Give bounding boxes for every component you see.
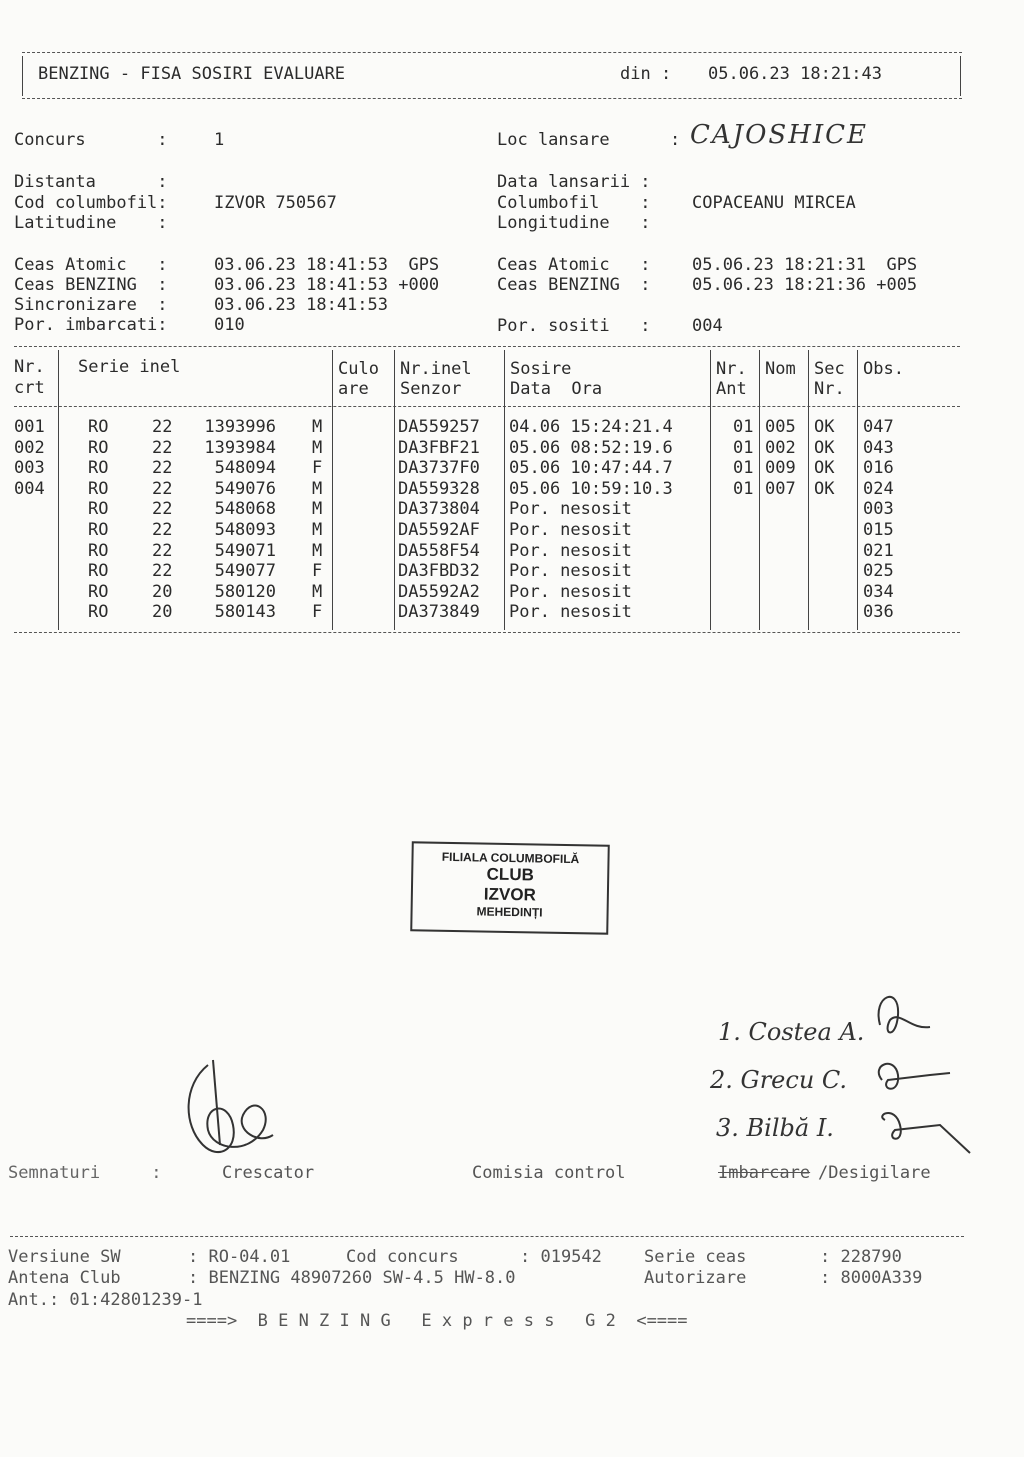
crescator-signature [178, 1055, 288, 1170]
table-cell-senzor: DA5592A2 [398, 581, 480, 602]
table-cell-sex: M [312, 581, 323, 602]
table-cell-sex: M [312, 540, 323, 561]
table-cell-country: RO [88, 581, 109, 602]
table-cell-senzor: DA373849 [398, 602, 480, 623]
table-header-border [14, 406, 960, 407]
table-cell-nom: 002 [765, 437, 796, 458]
table-cell-senzor: DA373804 [398, 499, 480, 520]
serie-ceas-label: Serie ceas [644, 1247, 747, 1267]
table-cell-sosire: 05.06 10:47:44.7 [509, 458, 673, 479]
table-cell-sex: M [312, 437, 323, 458]
table-cell-country: RO [88, 540, 109, 561]
committee-signatures-scribble [870, 985, 980, 1165]
header-left-border [22, 56, 23, 96]
por-sositi-label: Por. sositi : [497, 316, 651, 336]
table-cell-ring: 548068 [214, 499, 276, 520]
table-cell-country: RO [88, 561, 109, 582]
table-cell-year: 22 [152, 478, 173, 499]
table-cell-sosire: Por. nesosit [509, 602, 632, 623]
antena-club-label: Antena Club [8, 1268, 121, 1288]
table-cell-senzor: DA559328 [398, 478, 480, 499]
table-cell-sec: OK [814, 458, 835, 479]
table-cell-obs: 034 [863, 581, 894, 602]
table-cell-year: 22 [152, 520, 173, 540]
din-label: din : [620, 64, 672, 84]
ceas-atomic-left-label: Ceas Atomic : [14, 255, 168, 275]
table-cell-senzor: DA558F54 [398, 540, 480, 561]
table-cell-senzor: DA3FBD32 [398, 561, 480, 582]
comisia-control-label: Comisia control [472, 1163, 626, 1183]
stamp-line3: IZVOR [483, 884, 537, 905]
table-cell-ring: 549076 [214, 478, 276, 499]
concurs-label: Concurs : [14, 130, 168, 150]
por-imbarcati-label: Por. imbarcati: [14, 315, 168, 335]
table-cell-obs: 003 [863, 499, 894, 520]
table-cell-senzor: DA559257 [398, 417, 480, 437]
table-cell-sosire: 04.06 15:24:21.4 [509, 417, 673, 437]
sincronizare-label: Sincronizare : [14, 295, 168, 315]
report-title: BENZING - FISA SOSIRI EVALUARE [38, 64, 346, 84]
table-cell-sex: F [312, 602, 323, 623]
ceas-atomic-right-label: Ceas Atomic : [497, 255, 651, 275]
hdr-nr-ant: Nr. [716, 359, 747, 379]
table-cell-obs: 025 [863, 561, 894, 582]
table-cell-sosire: Por. nesosit [509, 581, 632, 602]
club-stamp [410, 841, 610, 934]
cod-columbofil-label: Cod columbofil: [14, 193, 168, 213]
table-cell-senzor: DA3FBF21 [398, 437, 480, 458]
table-cell-year: 22 [152, 458, 173, 479]
table-cell-sec: OK [814, 437, 835, 458]
autorizare-label: Autorizare [644, 1268, 747, 1288]
antena-club-value: : BENZING 48907260 SW-4.5 HW-8.0 [188, 1268, 516, 1288]
table-cell-ring: 580120 [214, 581, 276, 602]
table-cell-senzor: DA5592AF [398, 520, 480, 540]
table-cell-year: 22 [152, 437, 173, 458]
stamp-line4: MEHEDINȚI [476, 904, 543, 920]
table-cell-sosire: Por. nesosit [509, 499, 632, 520]
hdr-sosire: Sosire [510, 359, 572, 379]
table-cell-ring: 549077 [214, 561, 276, 582]
cod-concurs-value: : 019542 [520, 1247, 602, 1267]
table-cell-nr: 003 [14, 458, 45, 479]
committee-member-1: 1. Costea A. [718, 1018, 865, 1046]
table-cell-sosire: Por. nesosit [509, 520, 632, 540]
table-cell-year: 22 [152, 499, 173, 520]
por-imbarcati-value: 010 [214, 315, 245, 335]
header-top-border [22, 52, 962, 53]
table-cell-senzor: DA3737F0 [398, 458, 480, 479]
autorizare-value: : 8000A339 [820, 1268, 923, 1288]
stamp-line1: FILIALA COLUMBOFILĂ [441, 849, 580, 867]
footer-border [10, 1236, 964, 1237]
table-cell-year: 22 [152, 540, 173, 561]
committee-member-2: 2. Grecu C. [710, 1066, 848, 1094]
header-bottom-border [22, 98, 962, 99]
ceas-benzing-right-value: 05.06.23 18:21:36 +005 [692, 275, 918, 295]
table-cell-country: RO [88, 602, 109, 623]
table-cell-sex: M [312, 417, 323, 437]
hdr-sec: Sec [814, 359, 845, 379]
hdr-nom: Nom [765, 359, 796, 379]
table-cell-obs: 015 [863, 520, 894, 540]
hdr-ant: Ant [716, 379, 747, 399]
sincronizare-value: 03.06.23 18:41:53 [214, 295, 388, 315]
table-cell-sex: F [312, 561, 323, 582]
table-cell-year: 20 [152, 602, 173, 623]
desigilare-label: /Desigilare [818, 1163, 931, 1183]
table-cell-ant: 01 [733, 458, 754, 479]
table-cell-ring: 548094 [214, 458, 276, 479]
por-sositi-value: 004 [692, 316, 723, 336]
table-cell-obs: 043 [863, 437, 894, 458]
table-cell-ring: 580143 [214, 602, 276, 623]
ceas-benzing-left-label: Ceas BENZING : [14, 275, 168, 295]
table-cell-country: RO [88, 478, 109, 499]
table-cell-sex: M [312, 520, 323, 540]
table-cell-country: RO [88, 458, 109, 479]
cod-columbofil-value: IZVOR 750567 [214, 193, 337, 213]
loc-lansare-label: Loc lansare [497, 130, 610, 150]
hdr-sec-nr: Nr. [814, 379, 845, 399]
hdr-data-ora: Data Ora [510, 379, 603, 399]
table-cell-ant: 01 [733, 437, 754, 458]
table-cell-sosire: Por. nesosit [509, 561, 632, 582]
crescator-label: Crescator [222, 1163, 315, 1183]
report-datetime: 05.06.23 18:21:43 [708, 64, 882, 84]
stamp-line2: CLUB [486, 864, 535, 885]
table-cell-year: 22 [152, 561, 173, 582]
committee-member-3: 3. Bilbă I. [716, 1114, 834, 1142]
ceas-atomic-left-value: 03.06.23 18:41:53 GPS [214, 255, 440, 275]
semnaturi-label: Semnaturi : [8, 1163, 162, 1183]
distanta-label: Distanta : [14, 172, 168, 192]
table-cell-obs: 036 [863, 602, 894, 623]
hdr-nr: Nr. [14, 357, 45, 377]
ant-line: Ant.: 01:42801239-1 [8, 1290, 203, 1310]
hdr-senzor: Senzor [400, 379, 462, 399]
table-cell-ring: 1393984 [204, 437, 276, 458]
table-cell-ant: 01 [733, 417, 754, 437]
columbofil-value: COPACEANU MIRCEA [692, 193, 856, 213]
table-cell-sex: F [312, 458, 323, 479]
table-cell-country: RO [88, 520, 109, 540]
versiune-sw-value: : RO-04.01 [188, 1247, 291, 1267]
table-cell-nr: 004 [14, 478, 45, 499]
table-cell-obs: 024 [863, 478, 894, 499]
latitudine-label: Latitudine : [14, 213, 168, 233]
table-bottom-border [14, 632, 960, 633]
table-cell-nr: 001 [14, 417, 45, 437]
table-cell-nom: 009 [765, 458, 796, 479]
brand-line: ====> B E N Z I N G E x p r e s s G 2 <==== [186, 1311, 688, 1331]
table-cell-country: RO [88, 437, 109, 458]
header-right-border [960, 56, 961, 96]
table-cell-sosire: 05.06 10:59:10.3 [509, 478, 673, 499]
table-cell-country: RO [88, 417, 109, 437]
table-cell-nom: 005 [765, 417, 796, 437]
table-cell-nom: 007 [765, 478, 796, 499]
table-cell-obs: 021 [863, 540, 894, 561]
serie-ceas-value: : 228790 [820, 1247, 902, 1267]
table-cell-sec: OK [814, 417, 835, 437]
hdr-nrinel: Nr.inel [400, 359, 472, 379]
hdr-are: are [338, 379, 369, 399]
cod-concurs-label: Cod concurs [346, 1247, 459, 1267]
table-top-border [14, 346, 960, 347]
ceas-benzing-left-value: 03.06.23 18:41:53 +000 [214, 275, 440, 295]
concurs-value: 1 [214, 130, 225, 150]
versiune-sw-label: Versiune SW [8, 1247, 121, 1267]
columbofil-label: Columbofil : [497, 193, 651, 213]
imbarcare-label: Imbarcare [718, 1163, 811, 1183]
table-cell-ring: 1393996 [204, 417, 276, 437]
table-cell-country: RO [88, 499, 109, 520]
table-cell-sex: M [312, 478, 323, 499]
hdr-crt: crt [14, 378, 45, 398]
table-cell-ant: 01 [733, 478, 754, 499]
table-cell-obs: 047 [863, 417, 894, 437]
ceas-benzing-right-label: Ceas BENZING : [497, 275, 651, 295]
longitudine-label: Longitudine : [497, 213, 651, 233]
hdr-serie: Serie inel [78, 357, 181, 377]
data-lansarii-label: Data lansarii : [497, 172, 651, 192]
hdr-obs: Obs. [863, 359, 904, 379]
table-cell-year: 20 [152, 581, 173, 602]
table-cell-sex: M [312, 499, 323, 520]
table-cell-ring: 549071 [214, 540, 276, 561]
loc-lansare-value: CAJOSHICE [690, 120, 869, 150]
ceas-atomic-right-value: 05.06.23 18:21:31 GPS [692, 255, 918, 275]
table-cell-nr: 002 [14, 437, 45, 458]
table-cell-sosire: 05.06 08:52:19.6 [509, 437, 673, 458]
table-cell-sosire: Por. nesosit [509, 540, 632, 561]
table-cell-ring: 548093 [214, 520, 276, 540]
table-cell-sec: OK [814, 478, 835, 499]
table-cell-obs: 016 [863, 458, 894, 479]
table-cell-year: 22 [152, 417, 173, 437]
hdr-culo: Culo [338, 359, 379, 379]
